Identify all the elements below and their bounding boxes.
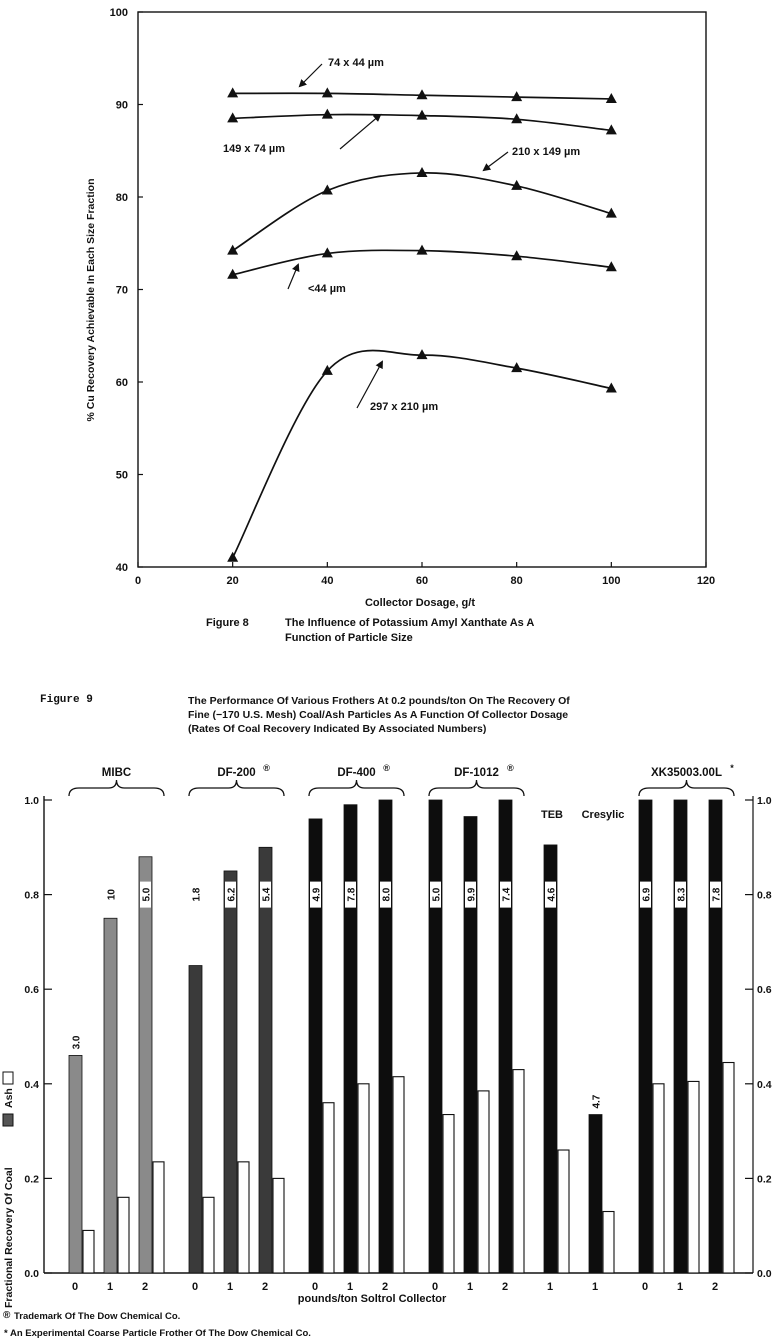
coal-rate-label: 1.8 [191,887,203,902]
ash-bar [688,1081,699,1273]
ash-bar [358,1084,369,1273]
x-category-label: 1 [466,1281,474,1293]
footnote-experimental: * An Experimental Coarse Particle Frother Of The Dow Chemical Co. [4,1328,311,1339]
group-label: DF-200 [217,767,256,779]
coal-rate-label: 5.0 [141,887,153,902]
coal-rate-label: 4.6 [546,887,558,902]
coal-bar [379,800,392,1273]
coal-rate-label: 9.9 [466,887,478,902]
x-category-label: 0 [431,1281,439,1293]
trademark-mark: ® [383,763,390,773]
ash-bar [478,1091,489,1273]
data-point-triangle [417,89,428,99]
group-label: DF-400 [337,767,376,779]
figure-8-caption-line-2: Function of Particle Size [285,632,413,644]
ash-bar [558,1150,569,1273]
coal-bar [709,800,722,1273]
coal-bar [259,847,272,1273]
coal-bar [104,918,117,1273]
x-category-label: 0 [311,1281,319,1293]
ash-bar [273,1178,284,1273]
left-y-tick-label: 0.0 [24,1268,39,1280]
right-y-tick-label: 0.8 [757,889,772,902]
trademark-mark: ® [263,763,270,773]
y-tick-label: 60 [115,377,128,389]
coal-rate-label: 5.4 [261,887,273,902]
coal-bar [189,966,202,1273]
x-category-label: 0 [191,1281,199,1293]
annotation-arrow [300,64,322,86]
data-point-triangle [511,91,522,101]
group-bracket [189,780,284,796]
coal-rate-label: 7.8 [346,887,358,902]
figure-8-annotations [223,57,580,413]
figure-9-y-axis-label-group [3,1072,15,1308]
figure-9-title-line-2: Fine (−170 U.S. Mesh) Coal/Ash Particles As A Function Of Collector Dosage [188,709,569,721]
ash-bar [323,1103,334,1273]
coal-rate-label: 5.0 [431,887,443,902]
coal-rate-label: 8.3 [676,887,688,902]
coal-bar [674,800,687,1273]
figure-9-bars [69,800,734,1273]
series-annotation-0: 74 x 44 µm [328,57,384,69]
ash-bar [203,1197,214,1273]
figure-8-series [227,87,617,561]
figure-9-y-axis-label: Fractional Recovery Of Coal [3,1167,15,1308]
ash-bar [443,1115,454,1273]
group-label: XK35003.00L [651,767,722,779]
x-tick-label: 120 [696,575,716,587]
right-y-tick-label: 0.4 [757,1078,772,1091]
series-annotation-2: 210 x 149 µm [512,146,581,158]
x-category-label: 1 [591,1281,599,1293]
data-point-triangle [417,349,428,359]
coal-bar [639,800,652,1273]
figure-9-title-line-3: (Rates Of Coal Recovery Indicated By Associated Numbers) [188,723,487,735]
figure-9-label: Figure 9 [40,694,93,706]
x-category-label: 1 [106,1281,114,1293]
x-category-label: 1 [546,1281,554,1293]
x-category-label: 2 [381,1281,389,1293]
coal-bar [139,857,152,1273]
y-tick-label: 40 [115,562,128,574]
x-category-label: 0 [71,1281,79,1293]
asterisk-mark: * [730,763,734,773]
x-category-label: 2 [501,1281,509,1293]
coal-rate-label: 3.0 [71,1035,83,1050]
x-category-label: 2 [261,1281,269,1293]
group-label: TEB [541,809,563,821]
data-point-triangle [227,87,238,97]
y-tick-label: 100 [109,7,128,19]
data-point-triangle [322,87,333,97]
group-bracket [639,780,734,796]
coal-rate-label: 6.2 [226,887,238,902]
x-category-label: 2 [141,1281,149,1293]
x-category-label: 0 [641,1281,649,1293]
data-point-triangle [606,93,617,103]
annotation-arrow [484,152,508,170]
figure-8-caption-line-1: The Influence of Potassium Amyl Xanthate As A [285,617,535,629]
coal-bar [589,1115,602,1273]
group-label: MIBC [101,767,132,779]
coal-rate-label: 10 [106,889,118,901]
x-category-label: 2 [711,1281,719,1293]
x-tick-label: 20 [226,575,239,587]
x-tick-label: 40 [321,575,334,587]
coal-rate-label: 7.8 [711,887,723,902]
ash-bar [513,1070,524,1273]
ash-bar [603,1212,614,1273]
group-bracket [69,780,164,796]
left-y-tick-label: 0.8 [24,889,39,902]
figure-9-y-axis-ash-label: Ash [3,1088,15,1108]
left-y-tick-label: 1.0 [24,795,39,807]
series-annotation-4: 297 x 210 µm [370,401,439,413]
coal-rate-label: 8.0 [381,887,393,902]
coal-rate-label: 4.9 [311,887,323,902]
x-tick-label: 100 [602,575,621,587]
ash-bar [723,1063,734,1273]
data-point-triangle [227,552,238,562]
right-y-tick-label: 0.2 [757,1173,772,1186]
y-tick-label: 70 [115,284,128,297]
figure-8-y-axis-label: % Cu Recovery Achievable In Each Size Fraction [85,178,97,422]
coal-bar [224,871,237,1273]
annotation-arrow [288,265,298,289]
x-tick-label: 0 [134,575,142,587]
data-point-triangle [417,167,428,177]
trademark-mark: ® [507,763,514,773]
group-label: Cresylic [581,809,625,821]
left-y-tick-label: 0.6 [24,984,39,997]
group-label: DF-1012 [454,767,499,779]
figure-9-x-axis-label: pounds/ton Soltrol Collector [297,1293,447,1305]
left-y-tick-label: 0.4 [24,1078,39,1091]
right-y-tick-label: 0.0 [757,1268,772,1280]
x-tick-label: 60 [415,575,429,587]
ash-bar [393,1077,404,1273]
x-category-label: 1 [226,1281,234,1293]
trademark-symbol: ® [3,1310,11,1321]
ash-bar [153,1162,164,1273]
series-annotation-3: <44 µm [308,283,346,295]
coal-bar [429,800,442,1273]
coal-bar [344,805,357,1273]
coal-rate-label: 4.7 [591,1094,603,1109]
ash-bar [83,1230,94,1273]
annotation-arrow [340,115,380,149]
coal-bar [544,845,557,1273]
footnote-trademark: Trademark Of The Dow Chemical Co. [14,1311,181,1322]
left-y-tick-label: 0.2 [24,1173,39,1186]
right-y-tick-label: 0.6 [757,984,772,997]
data-point-triangle [322,109,333,119]
figure-8-caption-label: Figure 8 [206,617,249,629]
ash-bar [653,1084,664,1273]
data-point-triangle [227,245,238,255]
right-y-tick-label: 1.0 [757,795,772,807]
y-tick-label: 80 [115,192,128,204]
series-annotation-1: 149 x 74 µm [223,143,285,155]
data-point-triangle [417,110,428,120]
figure-8-x-axis-label: Collector Dosage, g/t [364,597,476,609]
coal-legend-swatch [3,1114,13,1126]
coal-rate-label: 6.9 [641,887,653,902]
ash-bar [118,1197,129,1273]
ash-bar [238,1162,249,1273]
coal-rate-label: 7.4 [501,887,513,902]
series-line-2 [233,173,612,251]
figure-9-chart [0,660,783,1343]
coal-bar [499,800,512,1273]
data-point-triangle [417,245,428,255]
figure-8-chart [0,0,783,660]
group-bracket [309,780,404,796]
x-category-label: 1 [676,1281,684,1293]
series-line-4 [233,351,612,558]
group-bracket [429,780,524,796]
x-category-label: 1 [346,1281,354,1293]
y-tick-label: 50 [115,469,128,482]
y-tick-label: 90 [115,99,128,112]
figure-8-axes [110,7,716,587]
coal-bar [69,1055,82,1273]
ash-legend-swatch [3,1072,13,1084]
x-tick-label: 80 [510,575,523,587]
figure-9-title-line-1: The Performance Of Various Frothers At 0.2 pounds/ton On The Recovery Of [188,695,570,707]
